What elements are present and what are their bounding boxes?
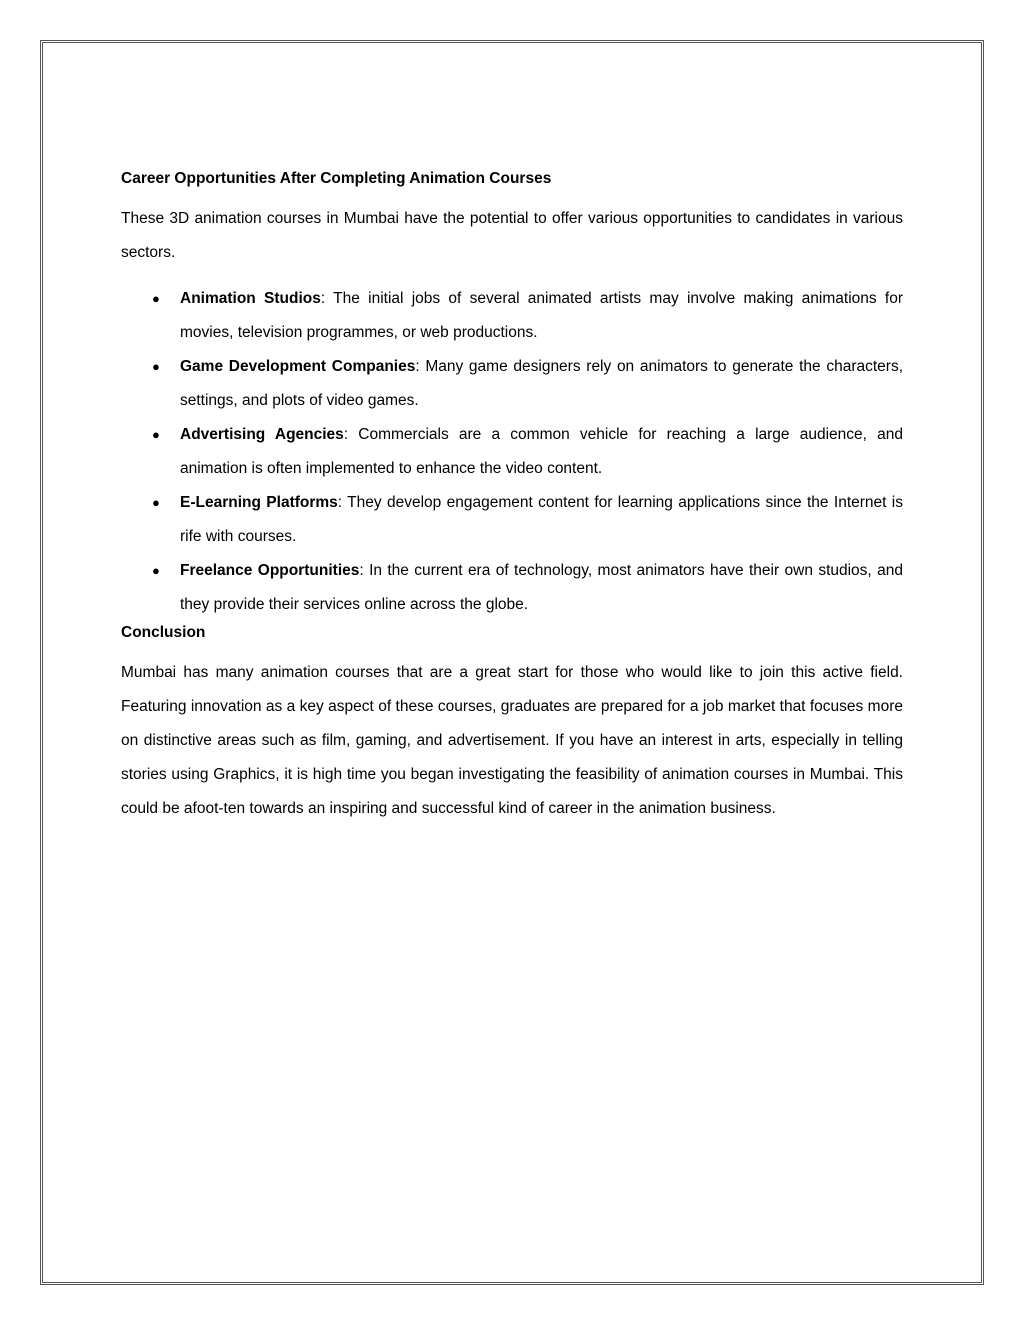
list-item-text: : The initial jobs of several animated artists may involve making animations for movies, television programmes, or web productions. (180, 290, 903, 341)
conclusion-heading: Conclusion (121, 624, 206, 641)
list-item (121, 418, 903, 486)
list-item (121, 486, 903, 554)
list-item-text: : They develop engagement content for learning applications since the Internet is rife with courses. (180, 494, 904, 545)
list-item-term: E-Learning Platforms (180, 494, 338, 511)
list-item-text: : In the current era of technology, most animators have their own studios, and they provide their services online across the globe. (180, 562, 903, 613)
list-item-term: Advertising Agencies (180, 426, 344, 443)
bullet-icon: ● (152, 495, 160, 510)
opportunities-list (121, 282, 903, 622)
document-content (121, 168, 903, 826)
bullet-icon: ● (152, 427, 160, 442)
list-item (121, 554, 903, 622)
list-item-text: : Many game designers rely on animators to generate the characters, settings, and plots of video games. (180, 358, 904, 409)
bullet-icon: ● (152, 291, 160, 306)
career-opportunities-heading: Career Opportunities After Completing Animation Courses (121, 170, 552, 187)
list-item (121, 350, 903, 418)
list-item-term: Game Development Companies (180, 358, 416, 375)
list-item-term: Animation Studios (180, 290, 321, 307)
conclusion-paragraph: Mumbai has many animation courses that are a great start for those who would like to join this active field. Featuring innovation as a key aspect of these courses, graduates are prepared for a job market that focuses more on distinctive areas such as film, gaming, and advertisement. If you have an interest in arts, especially in telling stories using Graphics, it is high time you began investigating the feasibility of animation courses in Mumbai. This could be afoot-ten towards an inspiring and successful kind of career in the animation business. (121, 664, 903, 817)
intro-paragraph: These 3D animation courses in Mumbai have the potential to offer various opportunities to candidates in various sectors. (121, 210, 903, 261)
bullet-icon: ● (152, 359, 160, 374)
list-item (121, 282, 903, 350)
list-item-term: Freelance Opportunities (180, 562, 360, 579)
list-item-text: : Commercials are a common vehicle for reaching a large audience, and animation is often implemented to enhance the video content. (180, 426, 903, 477)
bullet-icon: ● (152, 563, 160, 578)
